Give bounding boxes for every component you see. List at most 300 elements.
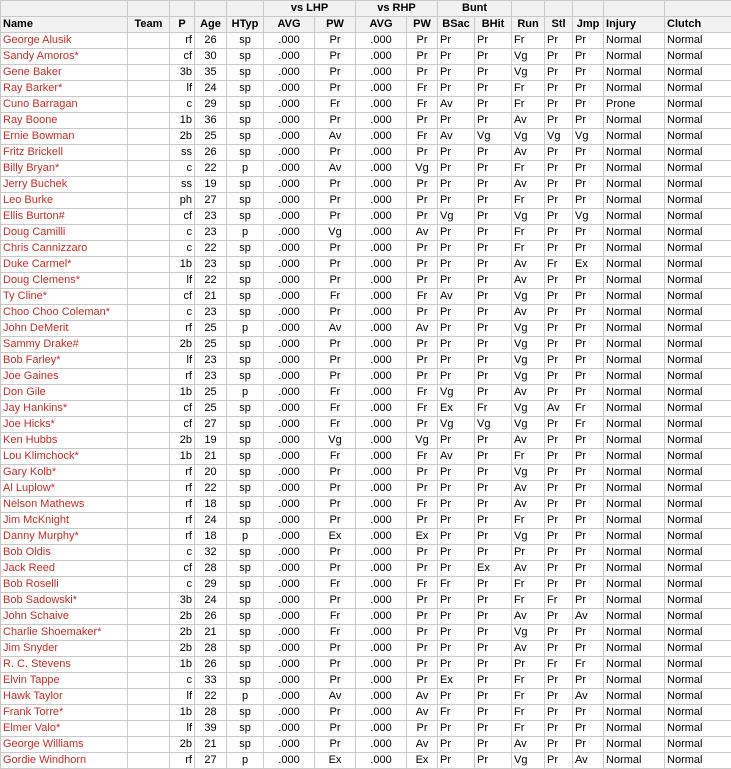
col-header-run[interactable]: Run bbox=[512, 17, 545, 33]
cell-position: rf bbox=[170, 513, 195, 529]
table-row[interactable] bbox=[1, 273, 731, 289]
table-row[interactable] bbox=[1, 161, 731, 177]
col-header-name[interactable]: Name bbox=[1, 17, 128, 33]
cell-name[interactable]: Joe Hicks* bbox=[1, 417, 128, 433]
cell-lhp-avg: .000 bbox=[264, 145, 315, 161]
cell-injury: Normal bbox=[604, 257, 665, 273]
cell-rhp-avg: .000 bbox=[356, 257, 407, 273]
col-header-bsac[interactable]: BSac bbox=[438, 17, 475, 33]
cell-rhp-avg: .000 bbox=[356, 625, 407, 641]
cell-name[interactable]: Gene Baker bbox=[1, 65, 128, 81]
table-row[interactable] bbox=[1, 641, 731, 657]
table-row[interactable] bbox=[1, 545, 731, 561]
cell-rhp-pw: Fr bbox=[407, 385, 438, 401]
cell-jmp: Pr bbox=[573, 241, 604, 257]
table-row[interactable] bbox=[1, 705, 731, 721]
cell-name[interactable]: Jack Reed bbox=[1, 561, 128, 577]
cell-name[interactable]: Bob Farley* bbox=[1, 353, 128, 369]
col-header-rhp-avg[interactable]: AVG bbox=[356, 17, 407, 33]
cell-name[interactable]: Doug Camilli bbox=[1, 225, 128, 241]
cell-name[interactable]: Jay Hankins* bbox=[1, 401, 128, 417]
cell-rhp-pw: Pr bbox=[407, 465, 438, 481]
cell-stl: Pr bbox=[545, 625, 573, 641]
cell-run: Av bbox=[512, 609, 545, 625]
cell-name[interactable]: Fritz Brickell bbox=[1, 145, 128, 161]
cell-position: cf bbox=[170, 49, 195, 65]
cell-name[interactable]: Ernie Bowman bbox=[1, 129, 128, 145]
cell-injury: Normal bbox=[604, 529, 665, 545]
cell-name[interactable]: R. C. Stevens bbox=[1, 657, 128, 673]
cell-name[interactable]: Jim McKnight bbox=[1, 513, 128, 529]
cell-name[interactable]: Hawk Taylor bbox=[1, 689, 128, 705]
table-row[interactable] bbox=[1, 737, 731, 753]
cell-name[interactable]: Gordie Windhorn bbox=[1, 753, 128, 769]
cell-lhp-avg: .000 bbox=[264, 497, 315, 513]
table-row[interactable] bbox=[1, 721, 731, 737]
cell-jmp: Vg bbox=[573, 129, 604, 145]
table-row[interactable] bbox=[1, 129, 731, 145]
cell-clutch: Normal bbox=[665, 65, 731, 81]
cell-run: Fr bbox=[512, 33, 545, 49]
cell-lhp-pw: Pr bbox=[315, 145, 356, 161]
cell-age: 33 bbox=[195, 673, 227, 689]
cell-jmp: Pr bbox=[573, 721, 604, 737]
cell-name[interactable]: Cuno Barragan bbox=[1, 97, 128, 113]
cell-name[interactable]: Billy Bryan* bbox=[1, 161, 128, 177]
cell-bhit: Pr bbox=[475, 433, 512, 449]
cell-lhp-avg: .000 bbox=[264, 353, 315, 369]
cell-lhp-avg: .000 bbox=[264, 401, 315, 417]
table-row[interactable] bbox=[1, 193, 731, 209]
table-row[interactable] bbox=[1, 49, 731, 65]
cell-name[interactable]: John DeMerit bbox=[1, 321, 128, 337]
cell-run: Vg bbox=[512, 289, 545, 305]
cell-bsac: Vg bbox=[438, 385, 475, 401]
cell-lhp-pw: Pr bbox=[315, 49, 356, 65]
cell-jmp: Pr bbox=[573, 561, 604, 577]
cell-bsac: Pr bbox=[438, 497, 475, 513]
cell-name[interactable]: Bob Roselli bbox=[1, 577, 128, 593]
cell-injury: Normal bbox=[604, 673, 665, 689]
cell-name[interactable]: Bob Sadowski* bbox=[1, 593, 128, 609]
cell-clutch: Normal bbox=[665, 353, 731, 369]
cell-rhp-pw: Pr bbox=[407, 193, 438, 209]
col-header-team[interactable]: Team bbox=[128, 17, 170, 33]
cell-name[interactable]: Ellis Burton# bbox=[1, 209, 128, 225]
cell-lhp-avg: .000 bbox=[264, 449, 315, 465]
cell-injury: Normal bbox=[604, 401, 665, 417]
col-header-lhp-pw[interactable]: PW bbox=[315, 17, 356, 33]
cell-run: Vg bbox=[512, 465, 545, 481]
table-row[interactable] bbox=[1, 225, 731, 241]
cell-jmp: Pr bbox=[573, 177, 604, 193]
table-row[interactable] bbox=[1, 657, 731, 673]
cell-bhit: Pr bbox=[475, 657, 512, 673]
cell-rhp-avg: .000 bbox=[356, 161, 407, 177]
table-row[interactable] bbox=[1, 305, 731, 321]
cell-jmp: Pr bbox=[573, 337, 604, 353]
cell-lhp-avg: .000 bbox=[264, 97, 315, 113]
cell-stl: Pr bbox=[545, 161, 573, 177]
table-row[interactable] bbox=[1, 113, 731, 129]
cell-position: cf bbox=[170, 561, 195, 577]
cell-age: 19 bbox=[195, 177, 227, 193]
table-row[interactable] bbox=[1, 481, 731, 497]
table-row[interactable] bbox=[1, 593, 731, 609]
cell-team bbox=[128, 417, 170, 433]
table-row[interactable] bbox=[1, 673, 731, 689]
cell-name[interactable]: Leo Burke bbox=[1, 193, 128, 209]
cell-jmp: Pr bbox=[573, 65, 604, 81]
cell-lhp-avg: .000 bbox=[264, 305, 315, 321]
cell-lhp-avg: .000 bbox=[264, 193, 315, 209]
table-row[interactable] bbox=[1, 433, 731, 449]
cell-clutch: Normal bbox=[665, 721, 731, 737]
cell-rhp-avg: .000 bbox=[356, 385, 407, 401]
cell-age: 22 bbox=[195, 689, 227, 705]
cell-name[interactable]: Ray Barker* bbox=[1, 81, 128, 97]
cell-team bbox=[128, 97, 170, 113]
cell-rhp-pw: Pr bbox=[407, 209, 438, 225]
table-row[interactable] bbox=[1, 257, 731, 273]
cell-htyp: sp bbox=[227, 193, 264, 209]
cell-lhp-avg: .000 bbox=[264, 225, 315, 241]
cell-rhp-avg: .000 bbox=[356, 689, 407, 705]
group-spacer bbox=[665, 1, 731, 17]
cell-lhp-avg: .000 bbox=[264, 657, 315, 673]
cell-rhp-pw: Fr bbox=[407, 81, 438, 97]
cell-clutch: Normal bbox=[665, 705, 731, 721]
cell-htyp: sp bbox=[227, 673, 264, 689]
table-row[interactable] bbox=[1, 625, 731, 641]
cell-bsac: Pr bbox=[438, 737, 475, 753]
cell-injury: Normal bbox=[604, 81, 665, 97]
cell-rhp-avg: .000 bbox=[356, 81, 407, 97]
cell-name[interactable]: Sandy Amoros* bbox=[1, 49, 128, 65]
cell-position: 2b bbox=[170, 337, 195, 353]
cell-rhp-avg: .000 bbox=[356, 145, 407, 161]
cell-stl: Pr bbox=[545, 689, 573, 705]
table-row[interactable] bbox=[1, 689, 731, 705]
cell-lhp-pw: Pr bbox=[315, 737, 356, 753]
cell-htyp: sp bbox=[227, 257, 264, 273]
cell-lhp-avg: .000 bbox=[264, 721, 315, 737]
col-header-rhp-pw[interactable]: PW bbox=[407, 17, 438, 33]
cell-lhp-avg: .000 bbox=[264, 113, 315, 129]
cell-run: Vg bbox=[512, 353, 545, 369]
cell-lhp-avg: .000 bbox=[264, 65, 315, 81]
cell-htyp: sp bbox=[227, 49, 264, 65]
table-row[interactable] bbox=[1, 465, 731, 481]
cell-team bbox=[128, 593, 170, 609]
cell-name[interactable]: Ty Cline* bbox=[1, 289, 128, 305]
cell-clutch: Normal bbox=[665, 529, 731, 545]
table-row[interactable] bbox=[1, 401, 731, 417]
table-row[interactable] bbox=[1, 97, 731, 113]
cell-age: 24 bbox=[195, 513, 227, 529]
cell-htyp: sp bbox=[227, 353, 264, 369]
cell-lhp-pw: Pr bbox=[315, 33, 356, 49]
col-header-age[interactable]: Age bbox=[195, 17, 227, 33]
cell-injury: Normal bbox=[604, 609, 665, 625]
cell-position: c bbox=[170, 673, 195, 689]
cell-rhp-pw: Fr bbox=[407, 97, 438, 113]
cell-position: lf bbox=[170, 689, 195, 705]
cell-bhit: Pr bbox=[475, 225, 512, 241]
cell-rhp-pw: Pr bbox=[407, 113, 438, 129]
col-header-pos[interactable]: P bbox=[170, 17, 195, 33]
cell-name[interactable]: Choo Choo Coleman* bbox=[1, 305, 128, 321]
cell-htyp: sp bbox=[227, 561, 264, 577]
cell-bhit: Pr bbox=[475, 305, 512, 321]
cell-jmp: Av bbox=[573, 753, 604, 769]
cell-lhp-pw: Fr bbox=[315, 577, 356, 593]
cell-jmp: Pr bbox=[573, 545, 604, 561]
cell-stl: Pr bbox=[545, 369, 573, 385]
cell-run: Av bbox=[512, 145, 545, 161]
cell-position: 1b bbox=[170, 113, 195, 129]
cell-name[interactable]: George Williams bbox=[1, 737, 128, 753]
cell-injury: Normal bbox=[604, 385, 665, 401]
cell-jmp: Pr bbox=[573, 97, 604, 113]
table-row[interactable] bbox=[1, 289, 731, 305]
cell-clutch: Normal bbox=[665, 337, 731, 353]
cell-lhp-pw: Pr bbox=[315, 193, 356, 209]
cell-bsac: Vg bbox=[438, 417, 475, 433]
table-row[interactable] bbox=[1, 385, 731, 401]
cell-name[interactable]: Chris Cannizzaro bbox=[1, 241, 128, 257]
cell-position: c bbox=[170, 97, 195, 113]
cell-rhp-avg: .000 bbox=[356, 369, 407, 385]
cell-jmp: Pr bbox=[573, 33, 604, 49]
cell-team bbox=[128, 209, 170, 225]
col-header-clutch[interactable]: Clutch bbox=[665, 17, 731, 33]
cell-rhp-pw: Pr bbox=[407, 241, 438, 257]
cell-bhit: Pr bbox=[475, 593, 512, 609]
cell-stl: Pr bbox=[545, 545, 573, 561]
cell-position: 1b bbox=[170, 385, 195, 401]
table-row[interactable] bbox=[1, 449, 731, 465]
table-row[interactable] bbox=[1, 81, 731, 97]
cell-bsac: Pr bbox=[438, 177, 475, 193]
group-vs-rhp: vs RHP bbox=[356, 1, 438, 17]
cell-jmp: Pr bbox=[573, 513, 604, 529]
cell-stl: Pr bbox=[545, 33, 573, 49]
cell-clutch: Normal bbox=[665, 545, 731, 561]
cell-lhp-avg: .000 bbox=[264, 33, 315, 49]
cell-htyp: sp bbox=[227, 705, 264, 721]
table-row[interactable] bbox=[1, 209, 731, 225]
cell-age: 23 bbox=[195, 209, 227, 225]
cell-age: 25 bbox=[195, 401, 227, 417]
cell-rhp-avg: .000 bbox=[356, 353, 407, 369]
cell-position: 1b bbox=[170, 657, 195, 673]
cell-run: Av bbox=[512, 481, 545, 497]
cell-htyp: p bbox=[227, 753, 264, 769]
cell-jmp: Pr bbox=[573, 625, 604, 641]
cell-name[interactable]: Jerry Buchek bbox=[1, 177, 128, 193]
cell-clutch: Normal bbox=[665, 241, 731, 257]
cell-name[interactable]: Jim Snyder bbox=[1, 641, 128, 657]
cell-team bbox=[128, 737, 170, 753]
cell-position: c bbox=[170, 545, 195, 561]
cell-age: 18 bbox=[195, 529, 227, 545]
cell-jmp: Pr bbox=[573, 577, 604, 593]
cell-team bbox=[128, 273, 170, 289]
cell-run: Av bbox=[512, 641, 545, 657]
table-row[interactable] bbox=[1, 241, 731, 257]
cell-htyp: sp bbox=[227, 577, 264, 593]
cell-lhp-pw: Fr bbox=[315, 625, 356, 641]
cell-bsac: Pr bbox=[438, 625, 475, 641]
column-header-row bbox=[1, 17, 731, 33]
table-row[interactable] bbox=[1, 337, 731, 353]
col-header-htyp[interactable]: HTyp bbox=[227, 17, 264, 33]
cell-name[interactable]: Duke Carmel* bbox=[1, 257, 128, 273]
cell-age: 19 bbox=[195, 433, 227, 449]
cell-stl: Pr bbox=[545, 49, 573, 65]
roster-body bbox=[1, 33, 731, 769]
table-row[interactable] bbox=[1, 177, 731, 193]
cell-name[interactable]: Doug Clemens* bbox=[1, 273, 128, 289]
cell-lhp-pw: Pr bbox=[315, 65, 356, 81]
cell-name[interactable]: Charlie Shoemaker* bbox=[1, 625, 128, 641]
col-header-stl[interactable]: Stl bbox=[545, 17, 573, 33]
cell-name[interactable]: Elmer Valo* bbox=[1, 721, 128, 737]
cell-injury: Normal bbox=[604, 577, 665, 593]
cell-stl: Pr bbox=[545, 481, 573, 497]
cell-injury: Normal bbox=[604, 497, 665, 513]
table-row[interactable] bbox=[1, 417, 731, 433]
cell-stl: Pr bbox=[545, 289, 573, 305]
table-row[interactable] bbox=[1, 513, 731, 529]
col-header-jmp[interactable]: Jmp bbox=[573, 17, 604, 33]
cell-name[interactable]: Frank Torre* bbox=[1, 705, 128, 721]
table-row[interactable] bbox=[1, 353, 731, 369]
cell-run: Fr bbox=[512, 161, 545, 177]
cell-age: 26 bbox=[195, 33, 227, 49]
cell-lhp-pw: Av bbox=[315, 321, 356, 337]
cell-team bbox=[128, 561, 170, 577]
cell-name[interactable]: Don Gile bbox=[1, 385, 128, 401]
cell-clutch: Normal bbox=[665, 145, 731, 161]
cell-stl: Vg bbox=[545, 129, 573, 145]
table-row[interactable] bbox=[1, 753, 731, 769]
cell-stl: Pr bbox=[545, 417, 573, 433]
table-row[interactable] bbox=[1, 561, 731, 577]
cell-team bbox=[128, 337, 170, 353]
cell-injury: Normal bbox=[604, 465, 665, 481]
cell-lhp-pw: Av bbox=[315, 129, 356, 145]
cell-team bbox=[128, 305, 170, 321]
cell-run: Vg bbox=[512, 417, 545, 433]
table-row[interactable] bbox=[1, 497, 731, 513]
cell-lhp-avg: .000 bbox=[264, 625, 315, 641]
cell-lhp-pw: Pr bbox=[315, 113, 356, 129]
cell-position: c bbox=[170, 241, 195, 257]
cell-name[interactable]: Sammy Drake# bbox=[1, 337, 128, 353]
cell-jmp: Vg bbox=[573, 209, 604, 225]
cell-htyp: sp bbox=[227, 497, 264, 513]
cell-lhp-pw: Pr bbox=[315, 353, 356, 369]
cell-stl: Fr bbox=[545, 657, 573, 673]
cell-name[interactable]: Al Luplow* bbox=[1, 481, 128, 497]
cell-name[interactable]: Gary Kolb* bbox=[1, 465, 128, 481]
cell-team bbox=[128, 369, 170, 385]
cell-bsac: Pr bbox=[438, 529, 475, 545]
table-row[interactable] bbox=[1, 65, 731, 81]
cell-age: 25 bbox=[195, 129, 227, 145]
cell-rhp-avg: .000 bbox=[356, 641, 407, 657]
cell-name[interactable]: George Alusik bbox=[1, 33, 128, 49]
col-header-lhp-avg[interactable]: AVG bbox=[264, 17, 315, 33]
cell-lhp-pw: Pr bbox=[315, 641, 356, 657]
cell-name[interactable]: John Schaive bbox=[1, 609, 128, 625]
group-bunt: Bunt bbox=[438, 1, 512, 17]
cell-injury: Normal bbox=[604, 417, 665, 433]
cell-injury: Normal bbox=[604, 353, 665, 369]
table-row[interactable] bbox=[1, 321, 731, 337]
cell-lhp-pw: Fr bbox=[315, 417, 356, 433]
cell-name[interactable]: Ken Hubbs bbox=[1, 433, 128, 449]
cell-age: 23 bbox=[195, 353, 227, 369]
cell-bhit: Pr bbox=[475, 513, 512, 529]
cell-bhit: Pr bbox=[475, 145, 512, 161]
cell-name[interactable]: Joe Gaines bbox=[1, 369, 128, 385]
cell-jmp: Pr bbox=[573, 497, 604, 513]
cell-jmp: Pr bbox=[573, 385, 604, 401]
cell-rhp-avg: .000 bbox=[356, 481, 407, 497]
cell-name[interactable]: Nelson Mathews bbox=[1, 497, 128, 513]
cell-team bbox=[128, 33, 170, 49]
cell-jmp: Pr bbox=[573, 737, 604, 753]
cell-name[interactable]: Danny Murphy* bbox=[1, 529, 128, 545]
cell-name[interactable]: Ray Boone bbox=[1, 113, 128, 129]
cell-bhit: Pr bbox=[475, 609, 512, 625]
cell-jmp: Fr bbox=[573, 401, 604, 417]
cell-clutch: Normal bbox=[665, 193, 731, 209]
cell-injury: Normal bbox=[604, 657, 665, 673]
cell-rhp-avg: .000 bbox=[356, 513, 407, 529]
table-row[interactable] bbox=[1, 609, 731, 625]
cell-position: ss bbox=[170, 177, 195, 193]
cell-lhp-avg: .000 bbox=[264, 753, 315, 769]
cell-rhp-pw: Pr bbox=[407, 593, 438, 609]
col-header-bhit[interactable]: BHit bbox=[475, 17, 512, 33]
table-row[interactable] bbox=[1, 145, 731, 161]
cell-run: Av bbox=[512, 385, 545, 401]
cell-name[interactable]: Bob Oldis bbox=[1, 545, 128, 561]
col-header-injury[interactable]: Injury bbox=[604, 17, 665, 33]
cell-name[interactable]: Lou Klimchock* bbox=[1, 449, 128, 465]
cell-age: 36 bbox=[195, 113, 227, 129]
cell-name[interactable]: Elvin Tappe bbox=[1, 673, 128, 689]
cell-bhit: Pr bbox=[475, 81, 512, 97]
cell-bhit: Pr bbox=[475, 673, 512, 689]
cell-bsac: Pr bbox=[438, 161, 475, 177]
table-row[interactable] bbox=[1, 33, 731, 49]
cell-lhp-pw: Pr bbox=[315, 657, 356, 673]
cell-rhp-pw: Ex bbox=[407, 529, 438, 545]
table-row[interactable] bbox=[1, 577, 731, 593]
cell-injury: Normal bbox=[604, 209, 665, 225]
cell-htyp: sp bbox=[227, 609, 264, 625]
table-row[interactable] bbox=[1, 529, 731, 545]
table-row[interactable] bbox=[1, 369, 731, 385]
cell-clutch: Normal bbox=[665, 33, 731, 49]
cell-lhp-pw: Pr bbox=[315, 337, 356, 353]
cell-bhit: Pr bbox=[475, 529, 512, 545]
